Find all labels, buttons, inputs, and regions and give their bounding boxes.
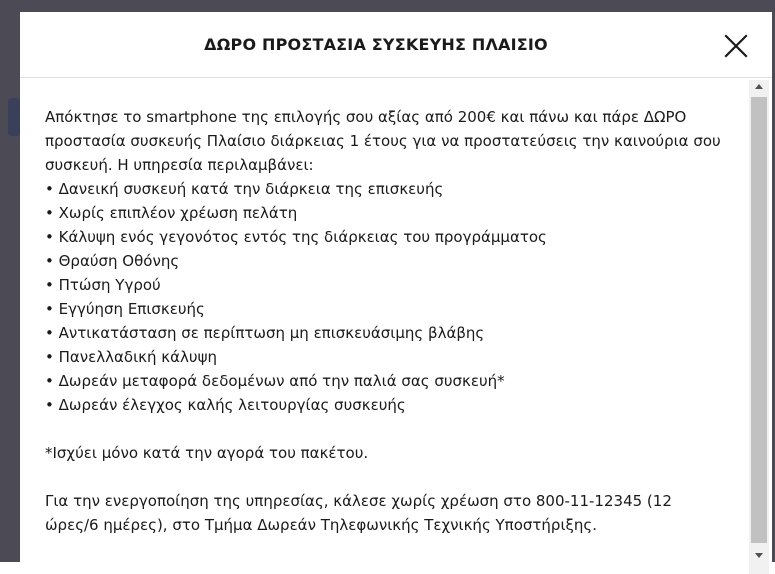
scroll-down-arrow-icon[interactable] — [755, 553, 763, 558]
list-item: • Χωρίς επιπλέον χρέωση πελάτη — [45, 201, 725, 225]
list-item: • Πανελλαδική κάλυψη — [45, 345, 725, 369]
close-icon — [724, 34, 748, 58]
close-button[interactable] — [724, 34, 748, 58]
dialog-content — [45, 105, 725, 537]
dialog-header — [20, 12, 772, 78]
scroll-up-arrow-icon[interactable] — [755, 84, 763, 89]
dialog-title: ΔΩΡΟ ΠΡΟΣΤΑΣΙΑ ΣΥΣΚΕΥΗΣ ΠΛΑΙΣΙΟ — [204, 35, 548, 54]
scrollbar-thumb[interactable] — [751, 97, 767, 543]
list-item: • Θραύση Οθόνης — [45, 249, 725, 273]
list-item: • Αντικατάσταση σε περίπτωση μη επισκευάσιμης βλάβης — [45, 321, 725, 345]
list-item: • Δωρεάν μεταφορά δεδομένων από την παλιά σας συσκευή* — [45, 369, 725, 393]
protection-dialog — [20, 12, 772, 572]
list-item: • Δανεική συσκευή κατά την διάρκεια της επισκευής — [45, 177, 725, 201]
background-tab — [8, 98, 20, 136]
list-item: • Εγγύηση Επισκευής — [45, 297, 725, 321]
intro-paragraph: Απόκτησε το smartphone της επιλογής σου αξίας από 200€ και πάνω και πάρε ΔΩΡΟ προστασία συσκευής Πλαίσιο διάρκειας 1 έτους για να προστατεύσεις την καινούρια σου συσκευή. Η υπηρεσία περιλαμβάνει: — [45, 108, 721, 174]
list-item: • Δωρεάν έλεγχος καλής λειτουργίας συσκευής — [45, 393, 725, 417]
benefits-list — [45, 177, 725, 417]
footnote: *Ισχύει μόνο κατά την αγορά του πακέτου. — [45, 444, 369, 462]
contact-paragraph: Για την ενεργοποίηση της υπηρεσίας, κάλεσε χωρίς χρέωση στο 800-11-12345 (12 ώρες/6 ημέρες), στο Τμήμα Δωρεάν Τηλεφωνικής Τεχνικής Υποστήριξης. — [45, 492, 672, 534]
list-item: • Πτώση Υγρού — [45, 273, 725, 297]
list-item: • Κάλυψη ενός γεγονότος εντός της διάρκειας του προγράμματος — [45, 225, 725, 249]
dialog-body — [20, 78, 772, 574]
dialog-scrollbar[interactable] — [749, 80, 769, 574]
